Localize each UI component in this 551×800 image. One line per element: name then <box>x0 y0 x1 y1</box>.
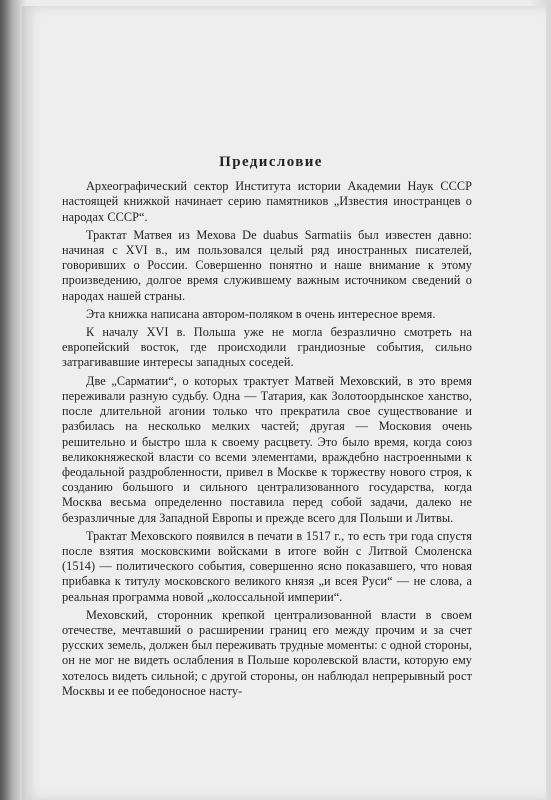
paragraph-2: Трактат Матвея из Мехова De duabus Sarmatiis был известен давно: начиная с XVI в., им пользовался целый ряд иностранных писателей, говоривших о России. Совершенно понятно и наше внимание к этому произведению, долгое время служившему важным источником сведений о народах нашей страны. <box>62 227 472 303</box>
paragraph-5: Две „Сарматии“, о которых трактует Матвей Меховский, в это время переживали разную судьбу. Одна — Татария, как Золотоордынское ханство, после длительной агонии только что прекратила свое существование и разбилась на несколько мелких частей; другая — Московия очень решительно и быстро шла к своему расцвету. Это было время, когда союз великокняжеской власти со всеми элементами, враждебно настроенными к феодальной раздробленности, привел в Москве к торжеству нового строя, к созданию большого и сильного централизованного государства, когда Москва весьма определенно поставила перед собой задачи, далеко не безразличные для Западной Европы и прежде всего для Польши и Литвы. <box>62 373 472 525</box>
paragraph-6: Трактат Меховского появился в печати в 1517 г., то есть три года спустя после взятия московскими войсками в итоге войн с Литвой Смоленска (1514) — политического события, совершенно ясно показавшего, что новая прибавка к титулу московского великого князя „и всея Руси“ — не слова, а реальная программа новой „колоссальной империи“. <box>62 528 472 604</box>
paragraph-7: Меховский, сторонник крепкой централизованной власти в своем отечестве, мечтавший о расширении границ его между прочим и за счет русских земель, должен был переживать трудные моменты: с одной стороны, он не мог не видеть ослабления в Польше королевской власти, которую ему хотелось видеть сильной; с другой стороны, он наблюдал непрерывный рост Москвы и ее победоносное насту- <box>62 607 472 698</box>
paragraph-4: К началу XVI в. Польша уже не могла безразлично смотреть на европейский восток, где происходили грандиозные события, сильно затрагивавшие интересы западных соседей. <box>62 325 472 370</box>
paragraph-3: Эта книжка написана автором-поляком в очень интересное время. <box>86 306 436 321</box>
page-content <box>62 145 472 699</box>
book-spine-shadow <box>0 0 26 800</box>
page-title: Предисловие <box>219 154 323 171</box>
paragraph-1: Археографический сектор Института истории Академии Наук СССР настоящей книжкой начинает серию памятников „Известия иностранцев о народах СССР“. <box>62 179 472 224</box>
